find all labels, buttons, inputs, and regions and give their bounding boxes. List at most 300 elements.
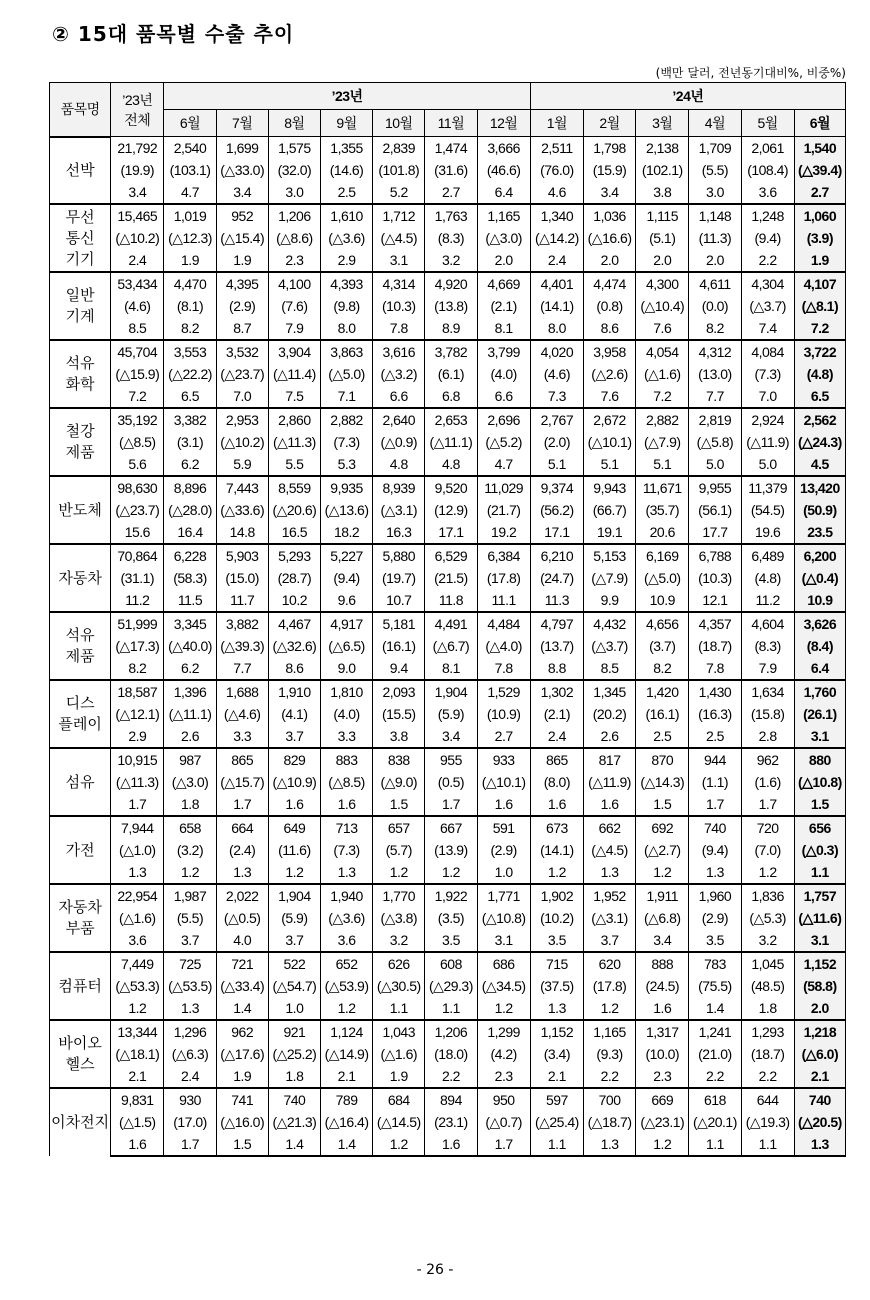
value-cell: 3,382 <box>164 408 216 431</box>
growth-cell: (△29.3) <box>425 975 477 997</box>
share-cell: 1.9 <box>794 249 845 272</box>
value-cell: 1,293 <box>741 1020 794 1043</box>
value-cell: 3,863 <box>320 340 372 363</box>
item-name <box>50 476 111 544</box>
value-cell: 9,831 <box>111 1088 164 1111</box>
value-cell: 9,943 <box>583 476 635 499</box>
value-cell: 955 <box>425 748 477 771</box>
share-cell: 4.8 <box>425 453 477 476</box>
total-header-year: ’23년 <box>122 91 153 108</box>
value-cell: 686 <box>477 952 530 975</box>
item-name <box>50 272 111 340</box>
value-cell: 880 <box>794 748 845 771</box>
growth-cell: (102.1) <box>636 159 689 181</box>
share-cell: 1.8 <box>164 793 216 816</box>
value-cell: 608 <box>425 952 477 975</box>
growth-cell: (△19.3) <box>741 1111 794 1133</box>
growth-cell: (△10.2) <box>111 227 164 249</box>
share-cell: 1.2 <box>373 861 425 884</box>
share-cell: 2.4 <box>111 249 164 272</box>
share-cell: 8.6 <box>268 657 320 680</box>
growth-cell: (△0.3) <box>794 839 845 861</box>
month-header: 2월 <box>583 110 635 137</box>
value-cell: 6,788 <box>689 544 741 567</box>
value-cell: 2,882 <box>320 408 372 431</box>
value-cell: 1,610 <box>320 204 372 227</box>
growth-cell: (△18.1) <box>111 1043 164 1065</box>
share-cell: 1.3 <box>164 997 216 1020</box>
month-header: 8월 <box>268 110 320 137</box>
table-row <box>50 657 846 680</box>
share-cell: 3.1 <box>477 929 530 952</box>
growth-cell: (△53.9) <box>320 975 372 997</box>
share-cell: 10.7 <box>373 589 425 612</box>
item-name-line: 부품 <box>65 920 95 937</box>
table-row <box>50 589 846 612</box>
value-cell: 2,022 <box>216 884 268 907</box>
growth-cell: (7.3) <box>741 363 794 385</box>
share-cell: 1.3 <box>530 997 583 1020</box>
share-cell: 2.2 <box>689 1065 741 1088</box>
month-header: 9월 <box>320 110 372 137</box>
value-cell: 98,630 <box>111 476 164 499</box>
share-cell: 3.0 <box>689 181 741 204</box>
growth-cell: (△54.7) <box>268 975 320 997</box>
share-cell: 2.1 <box>530 1065 583 1088</box>
share-cell: 5.0 <box>741 453 794 476</box>
share-cell: 1.7 <box>741 793 794 816</box>
growth-cell: (△0.7) <box>477 1111 530 1133</box>
growth-cell: (10.2) <box>530 907 583 929</box>
value-cell: 721 <box>216 952 268 975</box>
value-cell: 1,060 <box>794 204 845 227</box>
share-cell: 3.7 <box>268 929 320 952</box>
table-row <box>50 907 846 929</box>
value-cell: 1,036 <box>583 204 635 227</box>
share-cell: 8.7 <box>216 317 268 340</box>
growth-cell: (13.8) <box>425 295 477 317</box>
growth-cell: (4.0) <box>320 703 372 725</box>
growth-cell: (103.1) <box>164 159 216 181</box>
share-cell: 3.2 <box>373 929 425 952</box>
growth-cell: (△39.3) <box>216 635 268 657</box>
item-name-line: 플레이 <box>58 716 102 733</box>
table-row <box>50 1043 846 1065</box>
item-name-line: 일반 <box>65 287 95 304</box>
growth-cell: (△4.0) <box>477 635 530 657</box>
share-cell: 3.5 <box>425 929 477 952</box>
share-cell: 1.7 <box>216 793 268 816</box>
value-cell: 664 <box>216 816 268 839</box>
value-cell: 725 <box>164 952 216 975</box>
share-cell: 1.1 <box>794 861 845 884</box>
share-cell: 3.7 <box>583 929 635 952</box>
growth-cell: (△3.7) <box>741 295 794 317</box>
growth-cell: (△16.0) <box>216 1111 268 1133</box>
growth-cell: (13.9) <box>425 839 477 861</box>
table-row <box>50 499 846 521</box>
growth-cell: (14.1) <box>530 295 583 317</box>
value-cell: 4,304 <box>741 272 794 295</box>
table-row <box>50 997 846 1020</box>
growth-cell: (△17.6) <box>216 1043 268 1065</box>
growth-cell: (17.8) <box>583 975 635 997</box>
share-cell: 1.1 <box>425 997 477 1020</box>
value-cell: 5,293 <box>268 544 320 567</box>
share-cell: 2.9 <box>320 249 372 272</box>
share-cell: 9.4 <box>373 657 425 680</box>
share-cell: 2.4 <box>530 249 583 272</box>
month-header: 6월 <box>164 110 216 137</box>
growth-cell: (3.2) <box>164 839 216 861</box>
growth-cell: (3.7) <box>636 635 689 657</box>
total-header-label: 전체 <box>124 111 151 128</box>
share-cell: 8.5 <box>111 317 164 340</box>
item-name-line: 이차전지 <box>51 1114 110 1131</box>
growth-cell: (17.0) <box>164 1111 216 1133</box>
item-name-line: 석유 <box>65 627 95 644</box>
share-cell: 2.8 <box>741 725 794 748</box>
value-cell: 1,960 <box>689 884 741 907</box>
growth-cell: (8.1) <box>164 295 216 317</box>
value-cell: 741 <box>216 1088 268 1111</box>
share-cell: 2.2 <box>425 1065 477 1088</box>
value-cell: 626 <box>373 952 425 975</box>
value-cell: 1,952 <box>583 884 635 907</box>
value-cell: 3,782 <box>425 340 477 363</box>
value-cell: 656 <box>794 816 845 839</box>
share-cell: 11.8 <box>425 589 477 612</box>
growth-cell: (101.8) <box>373 159 425 181</box>
value-cell: 22,954 <box>111 884 164 907</box>
share-cell: 19.2 <box>477 521 530 544</box>
growth-cell: (△33.0) <box>216 159 268 181</box>
value-cell: 720 <box>741 816 794 839</box>
value-cell: 740 <box>794 1088 845 1111</box>
growth-cell: (18.0) <box>425 1043 477 1065</box>
share-cell: 6.5 <box>164 385 216 408</box>
item-name-line: 헬스 <box>65 1056 95 1073</box>
growth-cell: (△22.2) <box>164 363 216 385</box>
table-row <box>50 929 846 952</box>
growth-cell: (24.5) <box>636 975 689 997</box>
share-cell: 8.0 <box>320 317 372 340</box>
share-cell: 1.2 <box>425 861 477 884</box>
value-cell: 1,420 <box>636 680 689 703</box>
value-cell: 4,401 <box>530 272 583 295</box>
value-cell: 13,420 <box>794 476 845 499</box>
value-cell: 6,384 <box>477 544 530 567</box>
item-name-line: 가전 <box>65 841 95 859</box>
share-cell: 5.1 <box>530 453 583 476</box>
share-cell: 20.6 <box>636 521 689 544</box>
value-cell: 5,227 <box>320 544 372 567</box>
value-cell: 987 <box>164 748 216 771</box>
growth-cell: (△9.0) <box>373 771 425 793</box>
share-cell: 2.0 <box>636 249 689 272</box>
value-cell: 4,611 <box>689 272 741 295</box>
value-cell: 618 <box>689 1088 741 1111</box>
share-cell: 2.0 <box>794 997 845 1020</box>
value-cell: 2,767 <box>530 408 583 431</box>
share-cell: 1.3 <box>583 1133 635 1156</box>
share-cell: 3.6 <box>741 181 794 204</box>
growth-cell: (△24.3) <box>794 431 845 453</box>
value-cell: 4,395 <box>216 272 268 295</box>
growth-cell: (0.0) <box>689 295 741 317</box>
growth-cell: (4.0) <box>477 363 530 385</box>
growth-cell: (△4.6) <box>216 703 268 725</box>
growth-cell: (2.1) <box>477 295 530 317</box>
value-cell: 4,917 <box>320 612 372 635</box>
share-cell: 8.2 <box>111 657 164 680</box>
table-row <box>50 159 846 181</box>
value-cell: 657 <box>373 816 425 839</box>
value-cell: 18,587 <box>111 680 164 703</box>
growth-cell: (△15.7) <box>216 771 268 793</box>
share-cell: 2.2 <box>741 249 794 272</box>
growth-cell: (21.7) <box>477 499 530 521</box>
share-cell: 7.5 <box>268 385 320 408</box>
growth-cell: (37.5) <box>530 975 583 997</box>
growth-cell: (△5.0) <box>320 363 372 385</box>
value-cell: 6,529 <box>425 544 477 567</box>
share-cell: 2.2 <box>583 1065 635 1088</box>
share-cell: 1.7 <box>111 793 164 816</box>
share-cell: 11.3 <box>530 589 583 612</box>
share-cell: 4.7 <box>164 181 216 204</box>
item-name <box>50 1088 111 1156</box>
share-cell: 9.9 <box>583 589 635 612</box>
table-row <box>50 725 846 748</box>
growth-cell: (△13.6) <box>320 499 372 521</box>
value-cell: 1,904 <box>268 884 320 907</box>
value-cell: 9,935 <box>320 476 372 499</box>
share-cell: 7.7 <box>689 385 741 408</box>
value-cell: 2,819 <box>689 408 741 431</box>
table-row <box>50 1133 846 1156</box>
share-cell: 3.3 <box>320 725 372 748</box>
growth-cell: (△1.6) <box>373 1043 425 1065</box>
growth-cell: (△3.2) <box>373 363 425 385</box>
growth-cell: (7.6) <box>268 295 320 317</box>
growth-cell: (4.6) <box>530 363 583 385</box>
share-cell: 1.2 <box>636 1133 689 1156</box>
item-name <box>50 1020 111 1088</box>
growth-cell: (△1.6) <box>636 363 689 385</box>
growth-cell: (1.1) <box>689 771 741 793</box>
growth-cell: (△11.4) <box>268 363 320 385</box>
growth-cell: (28.7) <box>268 567 320 589</box>
growth-cell: (14.6) <box>320 159 372 181</box>
share-cell: 2.1 <box>794 1065 845 1088</box>
share-cell: 7.2 <box>794 317 845 340</box>
share-cell: 8.8 <box>530 657 583 680</box>
share-cell: 2.3 <box>636 1065 689 1088</box>
share-cell: 2.5 <box>636 725 689 748</box>
share-cell: 7.6 <box>583 385 635 408</box>
share-cell: 9.6 <box>320 589 372 612</box>
value-cell: 2,672 <box>583 408 635 431</box>
value-cell: 1,345 <box>583 680 635 703</box>
share-cell: 3.7 <box>164 929 216 952</box>
growth-cell: (1.6) <box>741 771 794 793</box>
growth-cell: (16.3) <box>689 703 741 725</box>
share-cell: 16.4 <box>164 521 216 544</box>
share-cell: 5.0 <box>689 453 741 476</box>
share-cell: 1.3 <box>689 861 741 884</box>
growth-cell: (8.4) <box>794 635 845 657</box>
growth-cell: (△5.2) <box>477 431 530 453</box>
share-cell: 2.3 <box>268 249 320 272</box>
share-cell: 3.5 <box>530 929 583 952</box>
table-row <box>50 635 846 657</box>
share-cell: 8.2 <box>164 317 216 340</box>
value-cell: 10,915 <box>111 748 164 771</box>
share-cell: 6.4 <box>794 657 845 680</box>
value-cell: 3,553 <box>164 340 216 363</box>
month-header: 6월 <box>794 110 845 137</box>
item-name-line: 화학 <box>65 376 95 393</box>
value-cell: 1,124 <box>320 1020 372 1043</box>
value-cell: 783 <box>689 952 741 975</box>
value-cell: 11,671 <box>636 476 689 499</box>
growth-cell: (△20.6) <box>268 499 320 521</box>
share-cell: 1.1 <box>373 997 425 1020</box>
growth-cell: (△14.3) <box>636 771 689 793</box>
item-name <box>50 204 111 272</box>
value-cell: 894 <box>425 1088 477 1111</box>
share-cell: 1.2 <box>583 997 635 1020</box>
value-cell: 2,839 <box>373 137 425 160</box>
value-cell: 4,656 <box>636 612 689 635</box>
growth-cell: (54.5) <box>741 499 794 521</box>
share-cell: 1.0 <box>477 861 530 884</box>
table-row <box>50 771 846 793</box>
table-row <box>50 204 846 227</box>
share-cell: 1.3 <box>320 861 372 884</box>
growth-cell: (66.7) <box>583 499 635 521</box>
share-cell: 3.2 <box>425 249 477 272</box>
share-cell: 2.1 <box>320 1065 372 1088</box>
value-cell: 1,757 <box>794 884 845 907</box>
value-cell: 4,393 <box>320 272 372 295</box>
value-cell: 933 <box>477 748 530 771</box>
value-cell: 620 <box>583 952 635 975</box>
value-cell: 4,604 <box>741 612 794 635</box>
growth-cell: (△11.9) <box>583 771 635 793</box>
value-cell: 1,355 <box>320 137 372 160</box>
growth-cell: (76.0) <box>530 159 583 181</box>
growth-cell: (19.7) <box>373 567 425 589</box>
value-cell: 1,910 <box>268 680 320 703</box>
share-cell: 7.9 <box>741 657 794 680</box>
value-cell: 3,666 <box>477 137 530 160</box>
total-header <box>111 83 164 137</box>
growth-cell: (△53.3) <box>111 975 164 997</box>
value-cell: 1,474 <box>425 137 477 160</box>
value-cell: 944 <box>689 748 741 771</box>
value-cell: 3,616 <box>373 340 425 363</box>
growth-cell: (△10.8) <box>794 771 845 793</box>
share-cell: 2.4 <box>530 725 583 748</box>
growth-cell: (58.3) <box>164 567 216 589</box>
value-cell: 70,864 <box>111 544 164 567</box>
share-cell: 7.7 <box>216 657 268 680</box>
value-cell: 2,540 <box>164 137 216 160</box>
growth-cell: (4.8) <box>741 567 794 589</box>
value-cell: 1,634 <box>741 680 794 703</box>
share-cell: 4.6 <box>530 181 583 204</box>
value-cell: 1,798 <box>583 137 635 160</box>
growth-cell: (△12.3) <box>164 227 216 249</box>
value-cell: 3,904 <box>268 340 320 363</box>
table-row <box>50 793 846 816</box>
table-row <box>50 476 846 499</box>
share-cell: 1.3 <box>794 1133 845 1156</box>
value-cell: 644 <box>741 1088 794 1111</box>
value-cell: 2,640 <box>373 408 425 431</box>
value-cell: 888 <box>636 952 689 975</box>
growth-cell: (2.9) <box>477 839 530 861</box>
share-cell: 10.9 <box>636 589 689 612</box>
growth-cell: (5.9) <box>268 907 320 929</box>
item-name-line: 반도체 <box>58 501 102 519</box>
growth-cell: (△25.2) <box>268 1043 320 1065</box>
growth-cell: (△11.6) <box>794 907 845 929</box>
share-cell: 5.6 <box>111 453 164 476</box>
growth-cell: (△11.3) <box>111 771 164 793</box>
value-cell: 684 <box>373 1088 425 1111</box>
value-cell: 1,770 <box>373 884 425 907</box>
growth-cell: (5.1) <box>636 227 689 249</box>
growth-cell: (△4.5) <box>583 839 635 861</box>
growth-cell: (4.2) <box>477 1043 530 1065</box>
value-cell: 952 <box>216 204 268 227</box>
growth-cell: (△1.0) <box>111 839 164 861</box>
growth-cell: (△4.5) <box>373 227 425 249</box>
value-cell: 3,882 <box>216 612 268 635</box>
growth-cell: (9.3) <box>583 1043 635 1065</box>
growth-cell: (△16.4) <box>320 1111 372 1133</box>
growth-cell: (△21.3) <box>268 1111 320 1133</box>
table-row <box>50 567 846 589</box>
share-cell: 1.9 <box>164 249 216 272</box>
value-cell: 21,792 <box>111 137 164 160</box>
table-row <box>50 385 846 408</box>
growth-cell: (△18.7) <box>583 1111 635 1133</box>
month-header: 11월 <box>425 110 477 137</box>
share-cell: 23.5 <box>794 521 845 544</box>
item-name-line: 기계 <box>65 308 95 325</box>
value-cell: 15,465 <box>111 204 164 227</box>
growth-cell: (32.0) <box>268 159 320 181</box>
share-cell: 1.3 <box>216 861 268 884</box>
share-cell: 7.4 <box>741 317 794 340</box>
item-name-line: 자동차 <box>58 899 102 916</box>
growth-cell: (24.7) <box>530 567 583 589</box>
growth-cell: (10.0) <box>636 1043 689 1065</box>
item-name-line: 통신 <box>65 229 95 247</box>
growth-cell: (13.7) <box>530 635 583 657</box>
share-cell: 7.8 <box>689 657 741 680</box>
growth-cell: (31.6) <box>425 159 477 181</box>
share-cell: 3.4 <box>425 725 477 748</box>
share-cell: 1.3 <box>111 861 164 884</box>
value-cell: 740 <box>268 1088 320 1111</box>
share-cell: 2.0 <box>689 249 741 272</box>
share-cell: 2.1 <box>111 1065 164 1088</box>
